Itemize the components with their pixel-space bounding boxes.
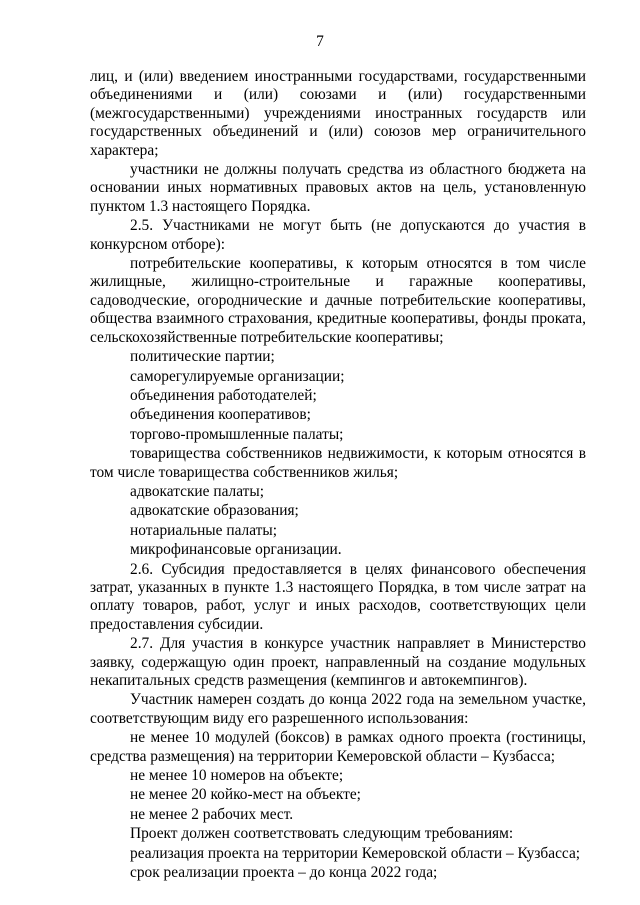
list-item: адвокатские образования;	[130, 502, 299, 520]
list-item: не менее 10 номеров на объекте;	[130, 767, 344, 785]
list-item: не менее 10 модулей (боксов) в рамках одного проекта (гостиницы, средства размещения) на территории Кемеровской области – Кузбасса;	[90, 729, 586, 765]
list-item: объединения кооперативов;	[130, 406, 311, 424]
list-item: адвокатские палаты;	[130, 482, 264, 500]
list-item: срок реализации проекта – до конца 2022 года;	[130, 864, 438, 882]
list-item: политические партии;	[130, 348, 275, 366]
paragraph: 2.5. Участниками не могут быть (не допускаются до участия в конкурсном отборе):	[90, 217, 586, 253]
list-item: объединения работодателей;	[130, 386, 317, 404]
paragraph: Проект должен соответствовать следующим требованиям:	[130, 825, 514, 843]
list-item: микрофинансовые организации.	[130, 541, 342, 559]
list-item: саморегулируемые организации;	[130, 367, 345, 385]
list-item: не менее 20 койко-мест на объекте;	[130, 786, 361, 804]
paragraph: Участник намерен создать до конца 2022 года на земельном участке, соответствующим виду его разрешенного использования:	[90, 691, 586, 727]
paragraph: 2.6. Субсидия предоставляется в целях финансового обеспечения затрат, указанных в пункте 1.3 настоящего Порядка, в том числе затрат на оплату товаров, работ, услуг и иных расходов, соответствующих цели предоставления субсидии.	[90, 560, 586, 633]
paragraph: участники не должны получать средства из областного бюджета на основании иных нормативных правовых актов на цель, установленную пунктом 1.3 настоящего Порядка.	[90, 161, 586, 215]
list-item: товарищества собственников недвижимости, к которым относятся в том числе товарищества собственников жилья;	[90, 445, 586, 481]
list-item: реализация проекта на территории Кемеровской области – Кузбасса;	[130, 844, 581, 862]
list-item: нотариальные палаты;	[130, 521, 277, 539]
list-item: торгово-промышленные палаты;	[130, 425, 344, 443]
paragraph: 2.7. Для участия в конкурсе участник направляет в Министерство заявку, содержащую один проект, направленный на создание модульных некапитальных средств размещения (кемпингов и автокемпингов).	[90, 635, 586, 689]
list-item: не менее 2 рабочих мест.	[130, 805, 294, 823]
paragraph: потребительские кооперативы, к которым относятся в том числе жилищные, жилищно-строительные и гаражные кооперативы, садоводческие, огороднические и дачные потребительские кооперативы, общества взаимного страхования, кредитные кооперативы, фонды проката, сельскохозяйственные потребительские кооперативы;	[90, 255, 586, 346]
document-body	[90, 68, 586, 882]
page-number: 7	[316, 33, 324, 50]
paragraph: лиц, и (или) введением иностранными государствами, государственными объединениями и (или) союзами и (или) государственными (межгосударственными) учреждениями иностранных государств или государственных объединений и (или) союзов мер ограничительного характера;	[90, 68, 586, 159]
